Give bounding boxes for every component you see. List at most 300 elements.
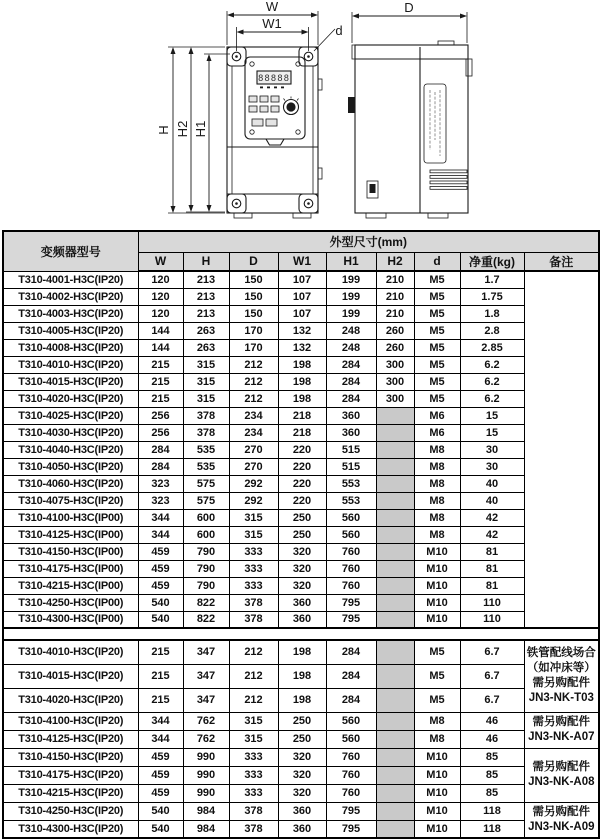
- dim-cell: M5: [414, 390, 460, 407]
- dim-cell: 81: [460, 560, 524, 577]
- dim-cell: 256: [138, 424, 183, 441]
- dim-cell: 234: [229, 424, 278, 441]
- dim-cell: M8: [414, 458, 460, 475]
- dim-cell: 215: [138, 664, 183, 688]
- table-row: [3, 748, 599, 766]
- model-cell: T310-4030-H3C(IP20): [3, 424, 138, 441]
- potentiometer-knob-icon: [284, 97, 299, 115]
- dim-cell: M10: [414, 766, 460, 784]
- side-top-bump: [438, 41, 454, 45]
- model-cell: T310-4005-H3C(IP20): [3, 322, 138, 339]
- dim-cell: M5: [414, 356, 460, 373]
- table-row: [3, 458, 599, 475]
- dim-cell: 263: [183, 339, 229, 356]
- model-cell: T310-4215-H3C(IP00): [3, 577, 138, 594]
- dim-cell: 250: [278, 712, 326, 730]
- dim-cell: 320: [278, 784, 326, 802]
- side-connector: [348, 97, 355, 113]
- dim-cell: M8: [414, 509, 460, 526]
- dim-cell: 760: [326, 577, 376, 594]
- dim-cell: [376, 424, 414, 441]
- dim-cell: 212: [229, 640, 278, 664]
- dim-cell: 6.7: [460, 688, 524, 712]
- dim-cell: 760: [326, 560, 376, 577]
- dim-cell: 260: [376, 322, 414, 339]
- dim-cell: 215: [138, 356, 183, 373]
- table-row: [3, 577, 599, 594]
- dim-cell: 790: [183, 560, 229, 577]
- dim-cell: 323: [138, 492, 183, 509]
- col-header-model: 变频器型号: [3, 231, 138, 271]
- dim-cell: 248: [326, 339, 376, 356]
- dim-cell: 132: [278, 322, 326, 339]
- dim-cell: 215: [138, 640, 183, 664]
- table-row: [3, 820, 599, 838]
- dim-cell: 553: [326, 475, 376, 492]
- table-row: [3, 271, 599, 288]
- header-row-group: [3, 231, 599, 252]
- dim-cell: 260: [376, 339, 414, 356]
- dim-cell: 15: [460, 407, 524, 424]
- dim-cell: 212: [229, 688, 278, 712]
- col-header-weight: 净重(kg): [460, 252, 524, 271]
- dim-cell: [376, 492, 414, 509]
- dim-cell: 990: [183, 784, 229, 802]
- dim-cell: 347: [183, 664, 229, 688]
- dim-cell: 210: [376, 305, 414, 322]
- remark-line: 需另购配件: [532, 677, 591, 690]
- dim-cell: 762: [183, 712, 229, 730]
- dim-cell: 198: [278, 356, 326, 373]
- side-foot-right: [428, 213, 448, 218]
- dim-cell: 30: [460, 458, 524, 475]
- dim-cell: 150: [229, 305, 278, 322]
- dim-label-w1: W1: [262, 16, 282, 31]
- dim-cell: M5: [414, 288, 460, 305]
- dim-cell: 760: [326, 766, 376, 784]
- model-cell: T310-4020-H3C(IP20): [3, 390, 138, 407]
- dim-cell: 212: [229, 390, 278, 407]
- dim-cell: 212: [229, 373, 278, 390]
- dim-cell: 132: [278, 339, 326, 356]
- dim-cell: 378: [229, 611, 278, 628]
- model-cell: T310-4002-H3C(IP20): [3, 288, 138, 305]
- dim-cell: 248: [326, 322, 376, 339]
- dim-cell: M5: [414, 322, 460, 339]
- dim-cell: 378: [229, 820, 278, 838]
- dim-cell: 344: [138, 730, 183, 748]
- dim-cell: 120: [138, 288, 183, 305]
- dim-label-h: H: [156, 125, 171, 135]
- dim-cell: [376, 407, 414, 424]
- dim-cell: 560: [326, 712, 376, 730]
- model-cell: T310-4215-H3C(IP20): [3, 784, 138, 802]
- dim-cell: 256: [138, 407, 183, 424]
- dim-label-w: W: [265, 0, 279, 14]
- table-row: [3, 526, 599, 543]
- dim-cell: 600: [183, 509, 229, 526]
- dim-cell: 459: [138, 748, 183, 766]
- dim-cell: 790: [183, 543, 229, 560]
- model-cell: T310-4040-H3C(IP20): [3, 441, 138, 458]
- dim-cell: M6: [414, 424, 460, 441]
- remark-line: JN3-NK-A09: [528, 820, 595, 833]
- dim-cell: 220: [278, 441, 326, 458]
- dim-cell: [376, 640, 414, 664]
- remark-line: JN3-NK-A07: [528, 731, 595, 743]
- nameplate-text-lines: [430, 90, 440, 156]
- dim-cell: 315: [229, 712, 278, 730]
- dim-cell: 790: [183, 577, 229, 594]
- dim-cell: 560: [326, 526, 376, 543]
- model-cell: T310-4025-H3C(IP20): [3, 407, 138, 424]
- dim-cell: 6.2: [460, 373, 524, 390]
- rail-clip-bottom: [318, 168, 322, 179]
- dim-cell: [376, 784, 414, 802]
- dim-cell: M5: [414, 688, 460, 712]
- nameplate-sticker: [424, 84, 446, 163]
- remark-cell: [524, 712, 599, 748]
- remark-cell: [524, 271, 599, 628]
- dim-label-depth: D: [404, 0, 414, 15]
- table-row: [3, 373, 599, 390]
- dim-cell: 212: [229, 664, 278, 688]
- dim-cell: 170: [229, 339, 278, 356]
- dim-cell: 315: [183, 390, 229, 407]
- dim-cell: 40: [460, 475, 524, 492]
- model-cell: T310-4300-H3C(IP20): [3, 820, 138, 838]
- dim-cell: 46: [460, 730, 524, 748]
- remark-cell: [524, 748, 599, 802]
- dim-cell: [376, 475, 414, 492]
- dim-cell: 284: [326, 373, 376, 390]
- dim-cell: 822: [183, 611, 229, 628]
- table-row: [3, 560, 599, 577]
- dim-cell: 250: [278, 526, 326, 543]
- dim-cell: 284: [138, 458, 183, 475]
- dim-cell: 198: [278, 664, 326, 688]
- dim-cell: 795: [326, 802, 376, 820]
- dim-cell: 2.85: [460, 339, 524, 356]
- model-cell: T310-4015-H3C(IP20): [3, 664, 138, 688]
- dim-cell: 120: [138, 271, 183, 288]
- dim-cell: 760: [326, 748, 376, 766]
- front-foot-right: [293, 213, 311, 218]
- dim-cell: 315: [183, 356, 229, 373]
- dim-cell: 250: [278, 509, 326, 526]
- dim-cell: 2.8: [460, 322, 524, 339]
- dim-cell: M8: [414, 441, 460, 458]
- table-header: [3, 231, 599, 271]
- dim-cell: M10: [414, 748, 460, 766]
- dim-cell: 85: [460, 748, 524, 766]
- keypad-bottom-notch: [266, 139, 284, 145]
- dim-cell: 553: [326, 492, 376, 509]
- dim-cell: 378: [183, 424, 229, 441]
- dim-cell: M10: [414, 802, 460, 820]
- dim-cell: M5: [414, 339, 460, 356]
- dim-cell: [376, 730, 414, 748]
- dim-cell: 459: [138, 784, 183, 802]
- dim-cell: 378: [229, 594, 278, 611]
- display-digits: 88888: [257, 74, 291, 84]
- dim-cell: M8: [414, 730, 460, 748]
- dim-cell: 459: [138, 577, 183, 594]
- dim-cell: M5: [414, 373, 460, 390]
- spacer-cell: [3, 628, 599, 640]
- dim-cell: [376, 802, 414, 820]
- dim-cell: 320: [278, 766, 326, 784]
- col-header-d: D: [229, 252, 278, 271]
- dim-cell: 360: [326, 424, 376, 441]
- dim-cell: 315: [229, 509, 278, 526]
- inverter-side-view: [348, 41, 472, 218]
- model-cell: T310-4008-H3C(IP20): [3, 339, 138, 356]
- model-cell: T310-4175-H3C(IP00): [3, 560, 138, 577]
- dim-cell: 822: [183, 594, 229, 611]
- dim-cell: 1.7: [460, 271, 524, 288]
- dim-cell: 198: [278, 373, 326, 390]
- remark-cell: [524, 802, 599, 838]
- dim-cell: 81: [460, 577, 524, 594]
- col-header-h2: H2: [376, 252, 414, 271]
- col-header-h: H: [183, 252, 229, 271]
- dim-cell: [376, 820, 414, 838]
- table-row: [3, 712, 599, 730]
- rail-clip-top: [318, 79, 322, 90]
- model-cell: T310-4010-H3C(IP20): [3, 640, 138, 664]
- dim-cell: 210: [376, 271, 414, 288]
- dim-cell: 199: [326, 305, 376, 322]
- table-row: [3, 802, 599, 820]
- dim-cell: 270: [229, 441, 278, 458]
- dim-cell: 344: [138, 526, 183, 543]
- dim-cell: 315: [229, 730, 278, 748]
- dim-cell: 990: [183, 766, 229, 784]
- dim-cell: M10: [414, 594, 460, 611]
- dim-cell: 6.2: [460, 390, 524, 407]
- table-row: [3, 407, 599, 424]
- dim-cell: [376, 526, 414, 543]
- dim-cell: M5: [414, 305, 460, 322]
- dim-cell: 198: [278, 688, 326, 712]
- model-cell: T310-4150-H3C(IP20): [3, 748, 138, 766]
- table-body: [3, 271, 599, 838]
- dim-cell: 333: [229, 543, 278, 560]
- table-row: [3, 288, 599, 305]
- dim-cell: 218: [278, 407, 326, 424]
- remark-line: JN3-NK-A08: [528, 776, 595, 788]
- dim-cell: 535: [183, 458, 229, 475]
- dim-cell: M8: [414, 712, 460, 730]
- dim-cell: 459: [138, 543, 183, 560]
- dim-cell: [376, 766, 414, 784]
- dim-cell: 263: [183, 322, 229, 339]
- dim-cell: 459: [138, 766, 183, 784]
- dim-cell: 984: [183, 802, 229, 820]
- table-row: [3, 664, 599, 688]
- dim-cell: [376, 577, 414, 594]
- dim-cell: 6.7: [460, 664, 524, 688]
- dim-cell: 215: [138, 688, 183, 712]
- dim-cell: [376, 748, 414, 766]
- dim-cell: 320: [278, 748, 326, 766]
- model-cell: T310-4150-H3C(IP00): [3, 543, 138, 560]
- dim-cell: 212: [229, 356, 278, 373]
- dim-cell: 110: [460, 594, 524, 611]
- col-header-h1: H1: [326, 252, 376, 271]
- dim-cell: 360: [278, 594, 326, 611]
- dim-cell: 320: [278, 543, 326, 560]
- table-row: [3, 688, 599, 712]
- remark-cell: [524, 640, 599, 712]
- dim-cell: 333: [229, 560, 278, 577]
- dim-cell: 215: [138, 373, 183, 390]
- dim-cell: 40: [460, 492, 524, 509]
- col-header-w1: W1: [278, 252, 326, 271]
- dim-cell: 333: [229, 577, 278, 594]
- dimension-diagram: [0, 0, 600, 230]
- dim-cell: 540: [138, 611, 183, 628]
- keypad-buttons: [249, 96, 279, 126]
- table-row: [3, 784, 599, 802]
- model-cell: T310-4100-H3C(IP00): [3, 509, 138, 526]
- dim-cell: 575: [183, 492, 229, 509]
- dim-cell: 42: [460, 526, 524, 543]
- dim-cell: 120: [138, 305, 183, 322]
- dim-cell: M10: [414, 611, 460, 628]
- dim-cell: 344: [138, 509, 183, 526]
- front-foot-left: [234, 213, 252, 218]
- dim-cell: M10: [414, 820, 460, 838]
- dim-cell: M8: [414, 475, 460, 492]
- dim-cell: M5: [414, 640, 460, 664]
- dim-cell: 81: [460, 543, 524, 560]
- dim-cell: 220: [278, 475, 326, 492]
- dim-cell: 300: [376, 356, 414, 373]
- col-header-w: W: [138, 252, 183, 271]
- vent-grill: [430, 170, 467, 189]
- side-mount-bracket: [466, 59, 472, 76]
- model-cell: T310-4020-H3C(IP20): [3, 688, 138, 712]
- dim-cell: 85: [460, 784, 524, 802]
- model-cell: T310-4003-H3C(IP20): [3, 305, 138, 322]
- table-row: [3, 305, 599, 322]
- dim-cell: 762: [183, 730, 229, 748]
- model-cell: T310-4010-H3C(IP20): [3, 356, 138, 373]
- dim-cell: 378: [183, 407, 229, 424]
- dim-cell: 600: [183, 526, 229, 543]
- col-header-remark: 备注: [524, 252, 599, 271]
- dim-cell: 347: [183, 640, 229, 664]
- dim-cell: 198: [278, 390, 326, 407]
- dim-cell: 150: [229, 288, 278, 305]
- dim-cell: 292: [229, 475, 278, 492]
- dim-cell: M8: [414, 526, 460, 543]
- dim-cell: 515: [326, 441, 376, 458]
- dim-cell: 210: [376, 288, 414, 305]
- model-cell: T310-4250-H3C(IP00): [3, 594, 138, 611]
- dim-cell: 315: [229, 526, 278, 543]
- dim-cell: 107: [278, 271, 326, 288]
- dim-cell: M6: [414, 407, 460, 424]
- model-cell: T310-4100-H3C(IP20): [3, 712, 138, 730]
- dim-cell: 333: [229, 766, 278, 784]
- dim-cell: [376, 509, 414, 526]
- dim-cell: M10: [414, 543, 460, 560]
- dim-cell: 333: [229, 748, 278, 766]
- dim-cell: 360: [278, 802, 326, 820]
- remark-line: 铁管配线场合: [526, 647, 596, 660]
- dim-cell: 198: [278, 640, 326, 664]
- side-dimension-lines: [352, 12, 467, 43]
- dim-cell: 990: [183, 748, 229, 766]
- inverter-front-view: [227, 47, 322, 218]
- table-row: [3, 640, 599, 664]
- dim-cell: 85: [460, 766, 524, 784]
- dim-cell: 107: [278, 288, 326, 305]
- dim-cell: 199: [326, 271, 376, 288]
- dim-cell: 540: [138, 594, 183, 611]
- dim-cell: 215: [138, 390, 183, 407]
- dim-cell: 213: [183, 305, 229, 322]
- dim-cell: 220: [278, 492, 326, 509]
- dim-cell: 378: [229, 802, 278, 820]
- dim-cell: 535: [183, 441, 229, 458]
- col-header-screw: d: [414, 252, 460, 271]
- model-cell: T310-4175-H3C(IP20): [3, 766, 138, 784]
- dim-cell: 118: [460, 820, 524, 838]
- dim-cell: 118: [460, 802, 524, 820]
- dim-cell: 760: [326, 784, 376, 802]
- dim-cell: 144: [138, 322, 183, 339]
- dim-cell: M10: [414, 577, 460, 594]
- dim-cell: 144: [138, 339, 183, 356]
- model-cell: T310-4075-H3C(IP20): [3, 492, 138, 509]
- dim-cell: 344: [138, 712, 183, 730]
- table-row: [3, 339, 599, 356]
- dim-cell: 107: [278, 305, 326, 322]
- dim-cell: 795: [326, 611, 376, 628]
- table-row: [3, 322, 599, 339]
- dim-cell: M5: [414, 271, 460, 288]
- table-row: [3, 390, 599, 407]
- dim-cell: 213: [183, 271, 229, 288]
- dim-cell: [376, 441, 414, 458]
- dim-cell: 347: [183, 688, 229, 712]
- dim-cell: 284: [326, 640, 376, 664]
- dim-cell: 284: [326, 390, 376, 407]
- side-foot-left: [366, 213, 386, 218]
- dim-cell: M10: [414, 784, 460, 802]
- dim-cell: 315: [183, 373, 229, 390]
- table-row: [3, 492, 599, 509]
- dim-cell: 150: [229, 271, 278, 288]
- remark-line: JN3-NK-T03: [528, 692, 594, 705]
- model-cell: T310-4015-H3C(IP20): [3, 373, 138, 390]
- dim-cell: 15: [460, 424, 524, 441]
- table-row: [3, 441, 599, 458]
- model-cell: T310-4001-H3C(IP20): [3, 271, 138, 288]
- dim-label-h2: H2: [175, 120, 190, 138]
- model-cell: T310-4060-H3C(IP20): [3, 475, 138, 492]
- dim-cell: 540: [138, 802, 183, 820]
- dimensions-table: [2, 230, 600, 839]
- dim-cell: 30: [460, 441, 524, 458]
- dim-cell: 284: [138, 441, 183, 458]
- model-cell: T310-4125-H3C(IP20): [3, 730, 138, 748]
- dim-cell: 360: [326, 407, 376, 424]
